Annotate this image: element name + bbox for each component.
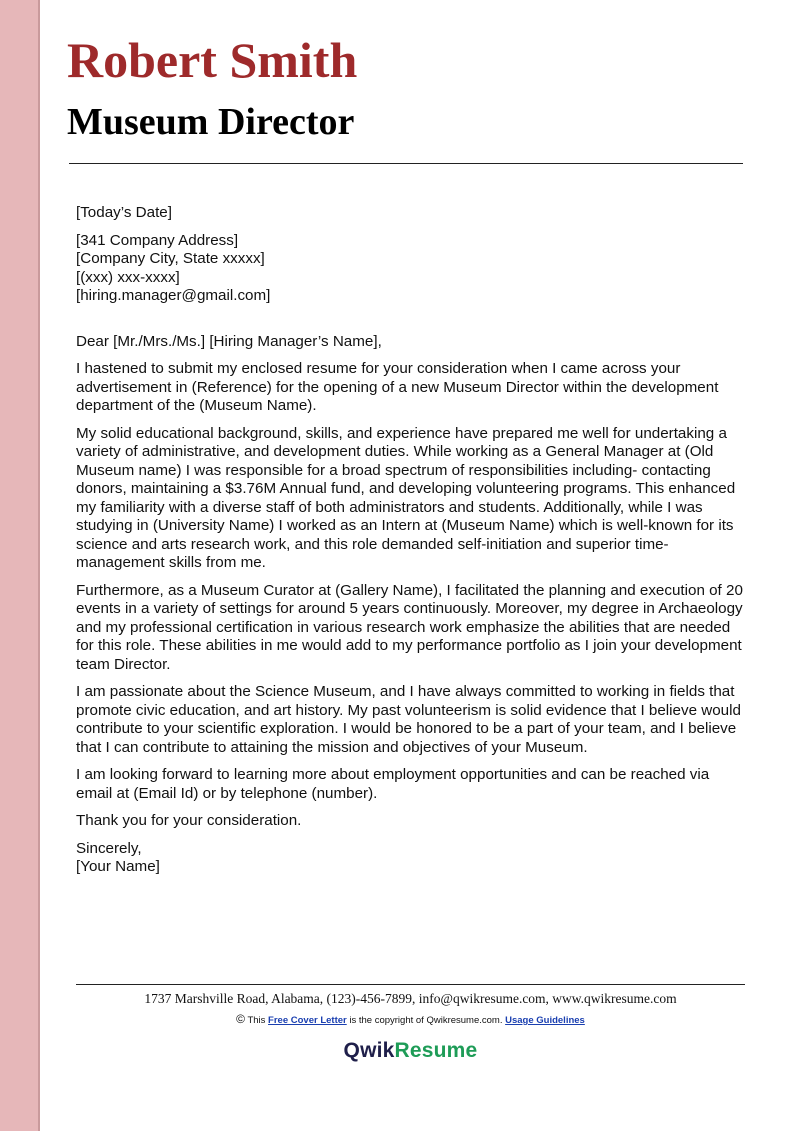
copyright-icon: ©: [236, 1012, 245, 1026]
logo-resume: Resume: [394, 1039, 478, 1062]
copyright-line: [76, 1012, 745, 1028]
closing: Sincerely,: [76, 839, 142, 857]
recipient-address: [341 Company Address]: [76, 231, 239, 249]
job-title: Museum Director: [67, 101, 355, 143]
decorative-side-bar: [0, 0, 40, 1131]
logo-qwik: Qwik: [343, 1039, 395, 1062]
paragraph-contact: I am looking forward to learning more about employment opportunities and can be reached via email at (Email Id) or by telephone (number).: [76, 766, 710, 802]
paragraph-intro: I hastened to submit my enclosed resume for your consideration when I came across your advertisement in (Reference) for the opening of a new Museum Director within the development department of the (Museum Name).: [76, 360, 719, 414]
header-divider: [69, 163, 743, 164]
footer-contact: 1737 Marshville Road, Alabama, (123)-456-7899, info@qwikresume.com, www.qwikresume.com: [144, 991, 677, 1006]
copyright-middle: is the copyright of Qwikresume.com.: [349, 1015, 503, 1026]
paragraph-passion: I am passionate about the Science Museum, and I have always committed to working in fields that promote civic education, and art history. My past volunteerism is solid evidence that I believe would contribute to your scientific exploration. I would be honored to be a part of your team, and I believe that I can contribute to attaining the mission and objectives of your Museum.: [76, 683, 741, 756]
recipient-city-state: [Company City, State xxxxx]: [76, 250, 265, 267]
salutation: Dear [Mr./Mrs./Ms.] [Hiring Manager’s Name],: [76, 332, 382, 350]
paragraph-curator: Furthermore, as a Museum Curator at (Gallery Name), I facilitated the planning and execution of 20 events in a variety of settings for around 5 years continuously. Moreover, my degree in Archaeology and my professional certification in various research work emphasize the abilities that are needed for this role. These abilities in me would add to my performance portfolio as I join your development team Director.: [76, 581, 743, 673]
paragraph-background: My solid educational background, skills, and experience have prepared me well for undertaking a variety of administrative, and development duties. While working as a General Manager at (Old Museum name) I was responsible for a broad spectrum of responsibilities including- contacting donors, maintaining a $3.76M Annual fund, and developing volunteering programs. This enhanced my familiarity with a diverse staff of both administrators and students. Additionally, while I was studying in (University Name) I worked as an Intern at (Museum Name) which is well-known for its science and arts research work, and this role demanded self-initiation and superior time-management skills from me.: [76, 424, 736, 571]
recipient-block: [76, 232, 748, 306]
recipient-phone: [(xxx) xxx-xxxx]: [76, 268, 180, 286]
recipient-email: [hiring.manager@gmail.com]: [76, 287, 271, 304]
letter-body: [76, 204, 748, 877]
candidate-name: Robert Smith: [67, 32, 358, 88]
paragraph-thanks: Thank you for your consideration.: [76, 812, 302, 829]
free-cover-letter-link[interactable]: Free Cover Letter: [268, 1015, 347, 1026]
usage-guidelines-link[interactable]: Usage Guidelines: [505, 1015, 585, 1026]
qwikresume-logo[interactable]: [76, 1037, 745, 1065]
signature: [Your Name]: [76, 858, 160, 875]
letter-date: [Today’s Date]: [76, 204, 172, 221]
footer-divider: [76, 984, 745, 985]
copyright-prefix: This: [247, 1015, 266, 1026]
